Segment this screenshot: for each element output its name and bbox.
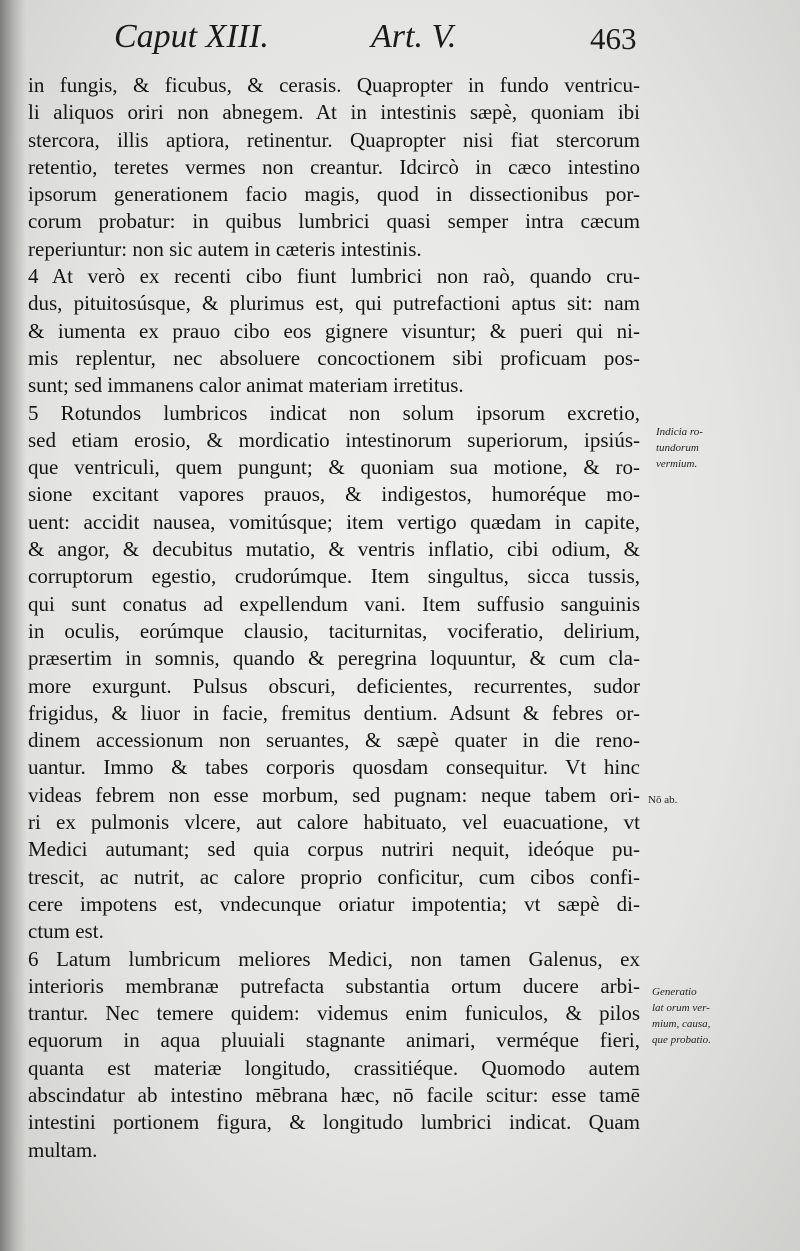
- text-line: uantur. Immo & tabes corporis quosdam consequitur. Vt hinc: [28, 755, 640, 780]
- text-line: trantur. Nec temere quidem: videmus enim funiculos, & pilos: [28, 1001, 640, 1026]
- text-line: præsertim in somnis, quando & peregrina loquuntur, & cum cla-: [28, 646, 640, 671]
- text-line: multam.: [28, 1137, 98, 1162]
- text-line: dinem accessionum non seruantes, & sæpè quater in die reno-: [28, 728, 640, 753]
- text-line: videas febrem non esse morbum, sed pugnam: neque tabem ori-: [28, 782, 640, 807]
- text-line: 4 At verò ex recenti cibo fiunt lumbrici non raò, quando cru-: [28, 264, 640, 289]
- margin-note-line: mium, causa,: [652, 1018, 711, 1030]
- body-text: [28, 72, 640, 1164]
- margin-note-line: lat orum ver-: [652, 1002, 710, 1014]
- text-line: 6 Latum lumbricum meliores Medici, non tamen Galenus, ex: [28, 946, 640, 971]
- text-line: corum probatur: in quibus lumbrici quasi semper intra cæcum: [28, 209, 640, 234]
- text-line: sione excitant vapores prauos, & indigestos, humoréque mo-: [28, 482, 640, 507]
- margin-note-line: Generatio: [652, 986, 697, 998]
- margin-note-line: vermium.: [656, 458, 698, 470]
- text-line: uent: accidit nausea, vomitúsque; item vertigo quædam in capite,: [28, 509, 640, 534]
- text-line: li aliquos oriri non abnegem. At in intestinis sæpè, quoniam ibi: [28, 100, 640, 125]
- page-number: 463: [590, 21, 637, 56]
- text-line: dus, pituitosúsque, & plurimus est, qui putrefactioni aptus sit: nam: [28, 291, 640, 316]
- text-line: stercora, illis aptiora, retinentur. Quapropter nisi fiat stercorum: [28, 127, 640, 152]
- margin-note-line: que probatio.: [652, 1034, 711, 1046]
- margin-note-abbrev: [648, 792, 677, 808]
- text-line: ri ex pulmonis vlcere, aut calore habituato, vel euacuatione, vt: [28, 810, 640, 835]
- binding-shadow: [0, 0, 26, 1251]
- text-line: sed etiam erosio, & mordicatio intestinorum superiorum, ipsiús-: [28, 427, 640, 452]
- text-line: sunt; sed immanens calor animat materiam irretitus.: [28, 373, 464, 398]
- text-line: quanta est materiæ longitudo, crassitiéque. Quomodo autem: [28, 1055, 640, 1080]
- text-line: in fungis, & ficubus, & cerasis. Quapropter in fundo ventricu-: [28, 73, 640, 97]
- running-head: [0, 18, 800, 68]
- text-line: intestini portionem figura, & longitudo lumbrici indicat. Quam: [28, 1110, 640, 1135]
- text-line: Medici autumant; sed quia corpus nutriri nequit, ideóque pu-: [28, 837, 640, 862]
- text-line: trescit, ac nutrit, ac calore proprio conficitur, cum cibos confi-: [28, 864, 640, 889]
- text-line: reperiuntur: non sic autem in cæteris intestinis.: [28, 236, 422, 261]
- text-line: & angor, & decubitus mutatio, & ventris inflatio, cibi odium, &: [28, 537, 640, 562]
- text-line: ipsorum generationem facio magis, quod in dissectionibus por-: [28, 182, 640, 207]
- text-line: frigidus, & liuor in facie, fremitus dentium. Adsunt & febres or-: [28, 700, 640, 725]
- text-line: more exurgunt. Pulsus obscuri, deficientes, recurrentes, sudor: [28, 673, 640, 698]
- text-line: ctum est.: [28, 919, 104, 944]
- text-line: in oculis, eorúmque clausio, taciturnitas, vociferatio, delirium,: [28, 618, 640, 643]
- text-line: que ventriculi, quem pungunt; & quoniam sua motione, & ro-: [28, 455, 640, 480]
- text-line: abscindatur ab intestino mēbrana hæc, nō facile scitur: esse tamē: [28, 1082, 640, 1107]
- text-line: interioris membranæ putrefacta substantia ortum ducere arbi-: [28, 973, 640, 998]
- text-line: mis replentur, nec absoluere concoctionem sibi proficuam pos-: [28, 345, 640, 370]
- margin-note-indicia: [656, 424, 703, 472]
- text-line: qui sunt conatus ad expellendum vani. Item suffusio sanguinis: [28, 591, 640, 616]
- margin-note-generatio: [652, 984, 711, 1048]
- chapter-title: Caput XIII.: [114, 18, 269, 55]
- text-line: retentio, teretes vermes non creantur. Idcircò in cæco intestino: [28, 154, 640, 179]
- text-line: & iumenta ex prauo cibo eos gignere visuntur; & pueri qui ni-: [28, 318, 640, 343]
- text-line: corruptorum egestio, crudorúmque. Item singultus, sicca tussis,: [28, 564, 640, 589]
- text-line: equorum in aqua pluuiali stagnante animari, verméque fieri,: [28, 1028, 640, 1053]
- margin-note-line: Nō ab.: [648, 794, 678, 806]
- text-line: cere impotens est, vndecunque oriatur impotentia; vt sæpè di-: [28, 891, 640, 916]
- margin-note-line: tundorum: [656, 442, 699, 454]
- text-line: 5 Rotundos lumbricos indicat non solum ipsorum excretio,: [28, 400, 640, 425]
- margin-note-line: Indicia ro-: [656, 426, 703, 438]
- article-title: Art. V.: [371, 18, 457, 55]
